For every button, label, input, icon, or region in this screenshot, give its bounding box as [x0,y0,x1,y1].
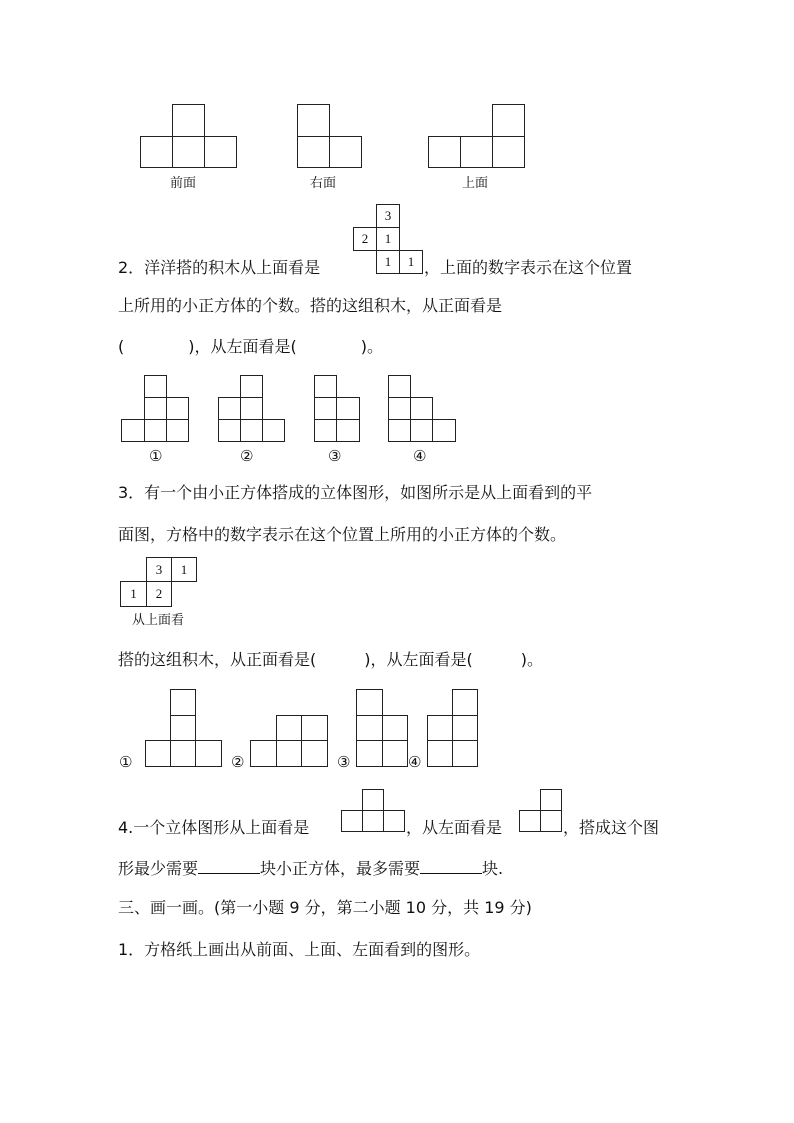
section3-item1: 1．方格纸上画出从前面、上面、左面看到的图形。 [118,940,481,959]
q3-option-1-label: ① [119,753,133,771]
q3-text-line3: 搭的这组积木，从正面看是( )，从左面看是( )。 [118,650,543,669]
q2-option-1-label: ① [149,447,163,465]
q4-text-line2b: 块小正方体，最多需要 [260,859,421,878]
q4-text-line1c: ，搭成这个图 [563,818,660,837]
q3-option-2-label: ② [231,753,245,771]
q3-text-line1: 3．有一个由小正方体搭成的立体图形，如图所示是从上面看到的平 [118,483,593,502]
q2-text-line3: ( )，从左面看是( )。 [118,337,383,356]
q2-option-2-label: ② [240,447,254,465]
q3-text-line2: 面图，方格中的数字表示在这个位置上所用的小正方体的个数。 [118,525,567,544]
q2-option-4-label: ④ [413,447,427,465]
q4-max-answer-blank[interactable] [420,857,482,874]
q2-text-line1a: 2．洋洋搭的积木从上面看是 [118,258,321,277]
q2-text-line2: 上所用的小正方体的个数。搭的这组积木，从正面看是 [118,296,503,315]
q3-option-4-label: ④ [408,753,422,771]
q4-text-line2a: 形最少需要 [118,859,199,878]
q4-text-line2 [118,857,503,879]
q2-option-3-label: ③ [328,447,342,465]
q2-text-line1b: ，上面的数字表示在这个位置 [424,258,633,277]
q4-text-line2c: 块. [482,859,504,878]
q4-text-line1b: ，从左面看是 [406,818,503,837]
q4-min-answer-blank[interactable] [198,857,260,874]
right-view-label: 右面 [310,176,337,191]
section3-heading: 三、画一画。(第一小题 9 分，第二小题 10 分，共 19 分) [118,898,532,917]
top-view-label: 上面 [462,176,489,191]
q3-option-3-label: ③ [337,753,351,771]
q4-text-line1a: 4.一个立体图形从上面看是 [118,818,310,837]
front-view-label: 前面 [170,176,197,191]
q3-grid-caption: 从上面看 [132,613,185,628]
